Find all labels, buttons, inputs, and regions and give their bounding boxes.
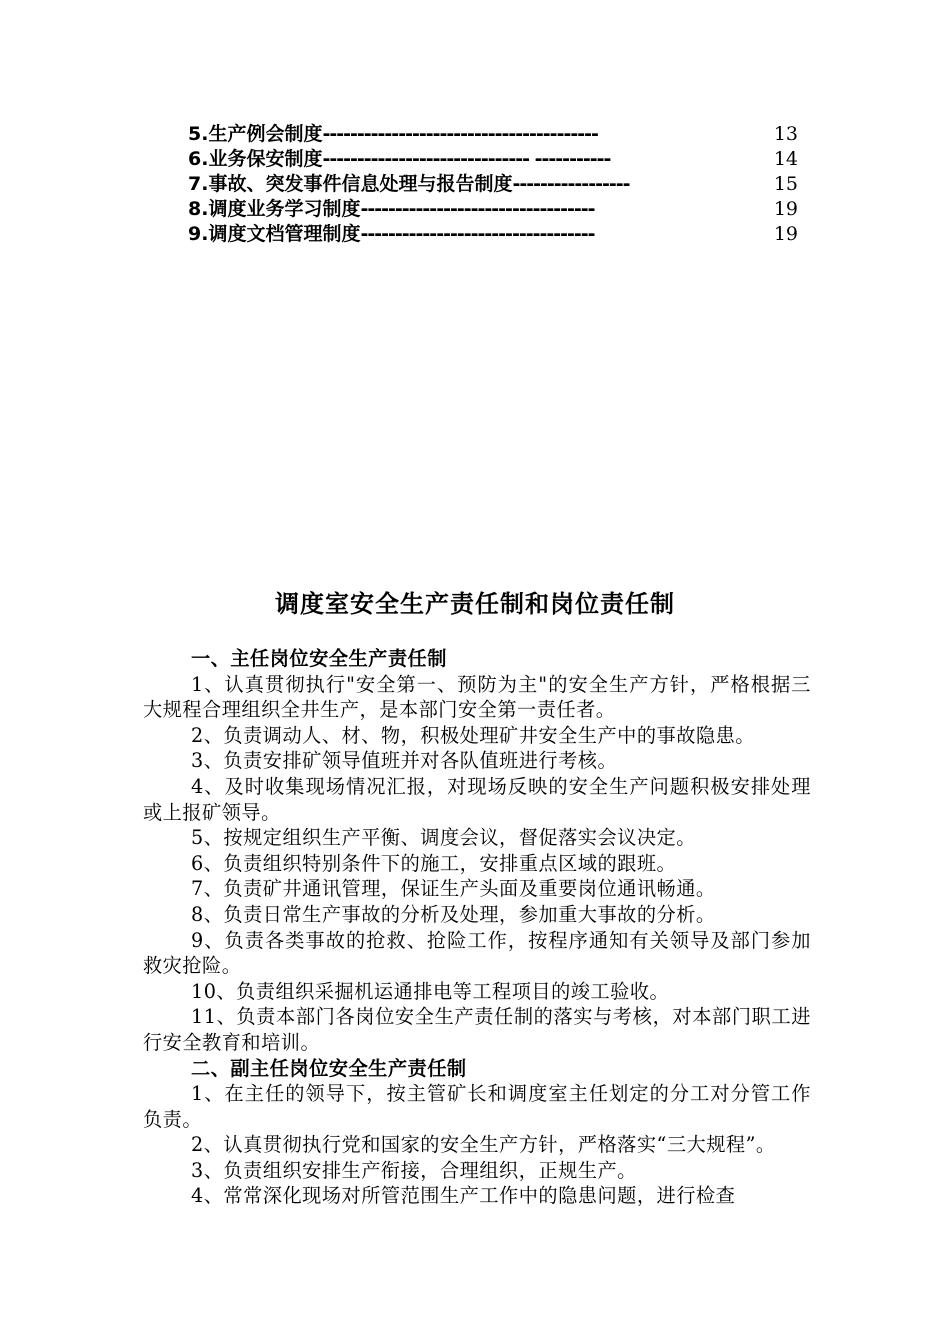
toc-page-number: 14 <box>773 148 798 170</box>
paragraph: 7、负责矿井通讯管理，保证生产头面及重要岗位通讯畅通。 <box>191 877 716 901</box>
paragraph: 4、及时收集现场情况汇报，对现场反映的安全生产问题积极安排处理或上报矿领导。 <box>143 774 811 824</box>
paragraph: 2、认真贯彻执行党和国家的安全生产方针，严格落实“三大规程”。 <box>191 1133 776 1157</box>
paragraph: 2、负责调动人、材、物，积极处理矿井安全生产中的事故隐患。 <box>191 723 755 747</box>
section-heading: 一、主任岗位安全生产责任制 <box>191 647 447 670</box>
document-title: 调度室安全生产责任制和岗位责任制 <box>275 590 675 618</box>
toc-entry-title: 5.生产例会制度 <box>188 123 323 145</box>
toc-leader: ------------------------------ ----------- <box>322 148 611 170</box>
toc-entry[interactable] <box>188 222 798 247</box>
toc-page-number: 19 <box>773 223 798 245</box>
toc-entry[interactable] <box>188 122 798 147</box>
paragraph: 5、按规定组织生产平衡、调度会议，督促落实会议决定。 <box>191 826 696 850</box>
paragraph: 1、认真贯彻执行"安全第一、预防为主"的安全生产方针，严格根据三大规程合理组织全井生产，是本部门安全第一责任者。 <box>143 672 811 722</box>
paragraph: 1、在主任的领导下，按主管矿长和调度室主任划定的分工对分管工作负责。 <box>143 1082 811 1131</box>
section-heading: 二、副主任岗位安全生产责任制 <box>191 1056 467 1080</box>
toc-entry[interactable] <box>188 197 798 222</box>
toc-page-number: 15 <box>773 173 798 195</box>
toc-leader: ---------------------------------------- <box>322 123 598 145</box>
toc-leader: ---------------------------------- <box>360 198 595 220</box>
toc-page-number: 13 <box>773 123 798 145</box>
document-body <box>143 646 811 1209</box>
table-of-contents <box>188 122 798 247</box>
toc-entry-title: 8.调度业务学习制度 <box>188 198 361 220</box>
paragraph: 11、负责本部门各岗位安全生产责任制的落实与考核，对本部门职工进行安全教育和培训。 <box>143 1005 811 1054</box>
toc-leader: ----------------- <box>512 173 630 195</box>
toc-entry[interactable] <box>188 147 798 172</box>
toc-entry-title: 7.事故、突发事件信息处理与报告制度 <box>188 173 513 195</box>
paragraph: 3、负责安排矿领导值班并对各队值班进行考核。 <box>191 749 618 773</box>
paragraph: 4、常常深化现场对所管范围生产工作中的隐患问题，进行检查 <box>191 1184 736 1208</box>
paragraph: 8、负责日常生产事故的分析及处理，参加重大事故的分析。 <box>191 902 716 926</box>
toc-leader: ---------------------------------- <box>360 223 595 245</box>
toc-entry-title: 9.调度文档管理制度 <box>188 223 361 245</box>
paragraph: 9、负责各类事故的抢救、抢险工作，按程序通知有关领导及部门参加救灾抢险。 <box>143 928 811 978</box>
toc-entry[interactable] <box>188 172 798 197</box>
toc-entry-title: 6.业务保安制度 <box>188 148 323 170</box>
toc-page-number: 19 <box>773 198 798 220</box>
paragraph: 3、负责组织安排生产衔接，合理组织，正规生产。 <box>191 1158 637 1182</box>
paragraph: 10、负责组织采掘机运通排电等工程项目的竣工验收。 <box>191 979 670 1003</box>
paragraph: 6、负责组织特别条件下的施工，安排重点区域的跟班。 <box>191 851 677 875</box>
